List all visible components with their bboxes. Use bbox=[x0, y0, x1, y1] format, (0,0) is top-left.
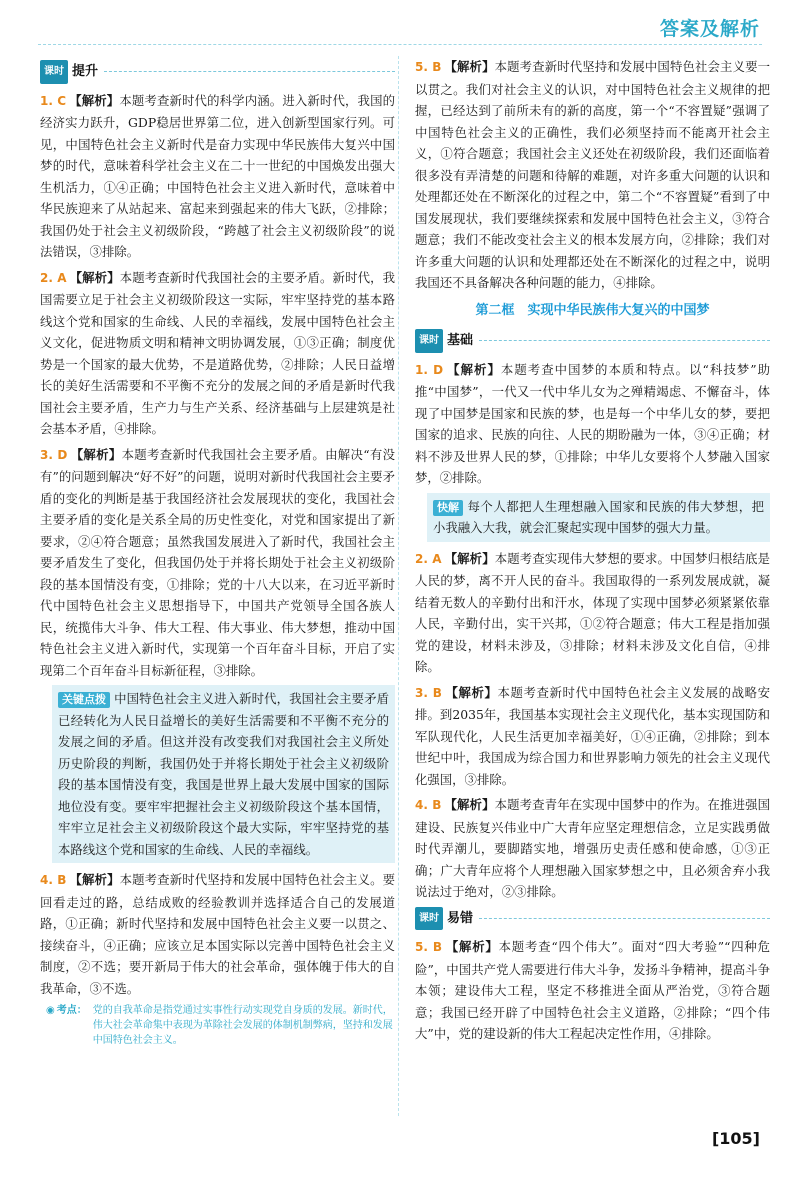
tip-tag: 关键点拨 bbox=[58, 692, 110, 708]
analysis-label: 【解析】 bbox=[445, 939, 499, 954]
tip-text: 每个人都把人生理想融入国家和民族的伟大梦想，把小我融入大我，就会汇聚起实现中国梦的强大力量。 bbox=[433, 498, 764, 535]
header-divider bbox=[38, 44, 762, 45]
page-header-title: 答案及解析 bbox=[659, 18, 760, 40]
section-title: 提升 bbox=[72, 64, 99, 79]
answer-item bbox=[415, 548, 770, 678]
answer-number: 5. B bbox=[415, 60, 442, 74]
answer-text: 本题考查中国梦的本质和特点。以“科技梦”助推“中国梦”，一代又一代中华儿女为之殚精竭虑、不懈奋斗，体现了中国梦是国家和民族的梦，也是每一个中华儿女的梦，要把国家的追求、民族的向往、人民的期盼融为一体，③④正确；材料不涉及世界人民的梦，①排除；中华儿女要将个人梦融入国家梦，②排除。 bbox=[415, 361, 771, 485]
right-column bbox=[415, 56, 770, 1049]
section-header-yicuo bbox=[415, 907, 770, 931]
section-header-tisheng bbox=[40, 60, 395, 84]
answer-item bbox=[415, 682, 770, 791]
analysis-label: 【解析】 bbox=[69, 269, 120, 285]
analysis-label: 【解析】 bbox=[444, 550, 495, 566]
exam-point-text: 党的自我革命是指党通过实事性行动实现党自身质的发展。新时代，伟大社会革命集中表现为革除社会发展的体制机制弊病，坚持和发展中国特色社会主义。 bbox=[92, 1005, 393, 1046]
section-badge: 课时 bbox=[415, 329, 443, 353]
page-number: [105] bbox=[711, 1129, 760, 1148]
section-badge: 课时 bbox=[415, 907, 443, 931]
answer-item bbox=[40, 444, 395, 682]
analysis-label: 【解析】 bbox=[444, 684, 498, 700]
answer-item bbox=[415, 56, 770, 294]
answer-number: 1. C bbox=[40, 93, 67, 108]
answer-text: 本题考查新时代我国社会主要矛盾。由解决“有没有”的问题到解决“好不好”的问题，说明对新时代我国社会主要矛盾的变化的判断是基于我国经济社会发展现状的变化，我国社会主要矛盾的变化是关系全局的历史性变化，对党和国家提出了新要求，②④符合题意；虽然我国发展进入了新时代，我国社会主要矛盾发生了变化，但我国仍处于并将长期处于社会主义初级阶段的基本国情没有变，①排除；党的十八大以来，在习近平新时代中国特色社会主义思想指导下，中国共产党领导全国各族人民，统揽伟大斗争、伟大工程、伟大事业、伟大梦想，推动中国特色社会主义进入新时代，实现第一个百年奋斗目标，开启了实现第二个百年奋斗目标新征程，③排除。 bbox=[40, 446, 395, 678]
section-title: 基础 bbox=[447, 333, 474, 348]
answer-item bbox=[40, 90, 395, 263]
section-rule bbox=[479, 340, 770, 341]
exam-point-note bbox=[46, 1003, 395, 1048]
answer-number: 2. A bbox=[40, 270, 67, 285]
answer-text: 本题考查实现伟大梦想的要求。中国梦归根结底是人民的梦，离不开人民的奋斗。我国取得的一系列发展成就，凝结着无数人的辛勤付出和汗水，体现了实现中国梦必须紧紧依靠人民，辛勤付出，实干兴邦，①②符合题意；伟大工程是指加强党的建设，材料未涉及，③排除；材料未涉及文化自信，④排除。 bbox=[415, 550, 771, 674]
column-divider bbox=[398, 56, 399, 1116]
answer-text: 本题考查新时代坚持和发展中国特色社会主义。要回看走过的路，总结成败的经验教训并选择适合自己的发展道路，①正确；新时代坚持和发展中国特色社会主义要一以贯之、接续奋斗，④正确；应该立足本国实际以完善中国特色社会主义制度，②不选；要开新局于伟大的社会革命，强体魄于伟大的自我革命，③不选。 bbox=[40, 872, 396, 996]
answer-item bbox=[415, 359, 770, 489]
answer-item bbox=[40, 869, 395, 999]
lesson-subtitle: 第二框 实现中华民族伟大复兴的中国梦 bbox=[475, 302, 710, 318]
analysis-label: 【解析】 bbox=[70, 446, 122, 462]
section-badge: 课时 bbox=[40, 60, 68, 84]
quick-tip-box bbox=[427, 493, 770, 542]
answer-text: 本题考查新时代我国社会的主要矛盾。新时代，我国需要立足于社会主义初级阶段这一实际，牢牢坚持党的基本路线这个党和国家的生命线、人民的幸福线，发展中国特色社会主义文化，促进物质文明和精神文明协调发展，①③正确；制度优势是一个国家的最大优势，不是道路优势，②排除；人民日益增长的美好生活需要和不平衡不充分的发展之间的矛盾是新时代我国社会主要矛盾，生产力与生产关系、经济基础与上层建筑是社会基本矛盾，④排除。 bbox=[40, 269, 396, 436]
answer-text: 本题考查新时代坚持和发展中国特色社会主义要一以贯之。我们对社会主义的认识，对中国特色社会主义规律的把握，已经达到了前所未有的新的高度，第一个“不容置疑”强调了中国特色社会主义的正确性，我们必须坚持而不能离开社会主义，①符合题意；我国社会主义还处在初级阶段，我们还面临着很多没有弄清楚的问题和待解的难题，对许多重大问题的认识和处理都还处在不断深化的过程之中，第二个“不容置疑”看到了中国发展现状，我们要继续探索和发展中国特色社会主义，③符合题意；我们不能改变社会主义的根本发展方向，②排除；我们对许多重大问题的认识和处理都还处在不断深化的过程之中，说明我国还不具备解决各种问题的能力，④排除。 bbox=[415, 59, 771, 290]
answer-number: 5. B bbox=[415, 940, 443, 954]
answer-number: 3. D bbox=[40, 447, 68, 462]
analysis-label: 【解析】 bbox=[444, 59, 495, 74]
analysis-label: 【解析】 bbox=[444, 797, 495, 812]
answer-number: 3. B bbox=[415, 685, 442, 700]
answer-text: 本题考查新时代的科学内涵。进入新时代，我国的经济实力跃升，GDP稳居世界第二位，进入创新型国家行列。可见，中国特色社会主义新时代是奋力实现中华民族伟大复兴中国梦的时代，意味着科学社会主义在二十一世纪的中国焕发出强大生机活力，①④正确；中国特色社会主义进入新时代，意味着中华民族迎来了从站起来、富起来到强起来的伟大飞跃，②排除；我国仍处于社会主义初级阶段，“跨越了社会主义初级阶段”的说法错误，③排除。 bbox=[40, 92, 395, 259]
analysis-label: 【解析】 bbox=[446, 361, 501, 377]
tip-text: 中国特色社会主义进入新时代，我国社会主要矛盾已经转化为人民日益增长的美好生活需要和不平衡不充分的发展之间的矛盾。但这并没有改变我们对我国社会主义所处历史阶段的判断，我国仍处于并将长期处于社会主义初级阶段的基本国情没有变，我国是世界上最大发展中国家的国际地位没有变。要牢牢把握社会主义初级阶段这个基本国情，牢牢立足社会主义初级阶段这个最大实际，牢牢坚持党的基本路线这个党和国家的生命线、人民的幸福线。 bbox=[58, 691, 389, 857]
left-column bbox=[40, 56, 395, 1048]
exam-point-tag: ◉ 考点： bbox=[46, 1003, 87, 1048]
section-title: 易错 bbox=[447, 910, 474, 926]
analysis-label: 【解析】 bbox=[69, 92, 120, 108]
answer-number: 4. B bbox=[40, 873, 67, 887]
answer-number: 4. B bbox=[415, 798, 442, 812]
section-header-jichu bbox=[415, 329, 770, 353]
answer-text: 本题考查青年在实现中国梦中的作为。在推进强国建设、民族复兴伟业中广大青年应坚定理想信念，立足实践勇做时代弄潮儿，要脚踏实地，增强历史责任感和使命感，①③正确；广大青年应将个人理想融入国家梦想之中，且必须舍弃小我说法过于绝对，②③排除。 bbox=[415, 797, 771, 899]
answer-text: 本题考查新时代中国特色社会主义发展的战略安排。到2035年，我国基本实现社会主义现代化，基本实现国防和军队现代化，人民生活更加幸福美好，①④正确，②排除；到本世纪中叶，我国成为综合国力和世界影响力领先的社会主义现代化强国，③排除。 bbox=[415, 684, 771, 787]
key-tip-box bbox=[52, 685, 395, 863]
section-rule bbox=[104, 71, 395, 72]
tip-tag: 快解 bbox=[433, 500, 463, 516]
answer-number: 2. A bbox=[415, 551, 442, 566]
answer-number: 1. D bbox=[415, 362, 444, 377]
section-rule bbox=[479, 918, 770, 919]
answer-item bbox=[40, 267, 395, 440]
answer-item bbox=[415, 936, 770, 1045]
answer-text: 本题考查“四个伟大”。面对“四大考验”“四种危险”，中国共产党人需要进行伟大斗争，发扬斗争精神，提高斗争本领；建设伟大工程，坚定不移推进全面从严治党，③符合题意；我国已经开辟了中国特色社会主义道路，②排除；“四个伟大”中，党的建设新的伟大工程起决定性作用，④排除。 bbox=[415, 939, 770, 1041]
analysis-label: 【解析】 bbox=[69, 872, 120, 887]
answer-item bbox=[415, 794, 770, 903]
